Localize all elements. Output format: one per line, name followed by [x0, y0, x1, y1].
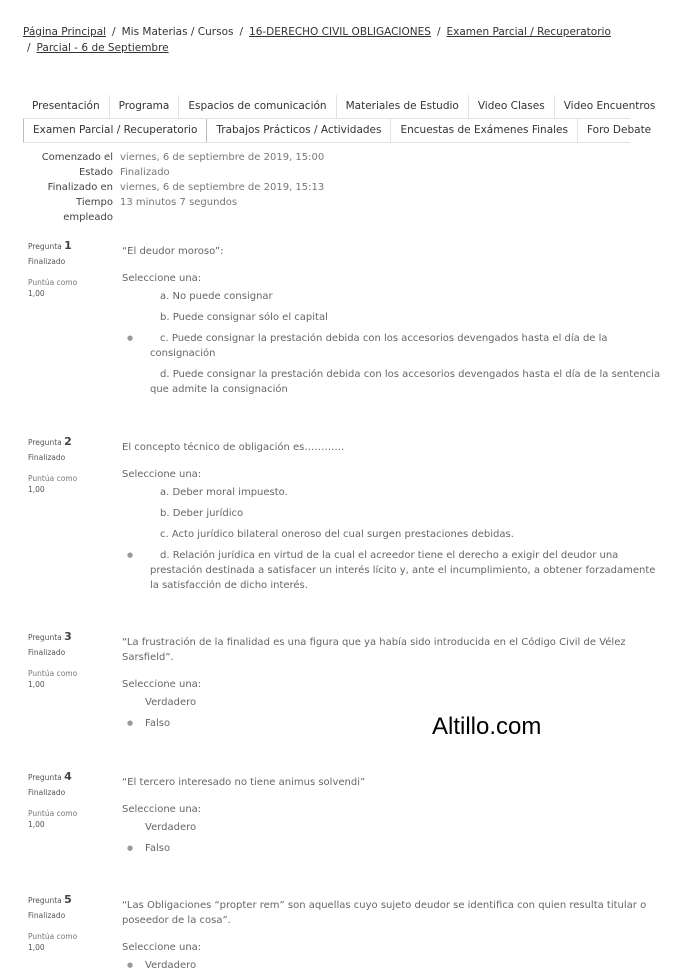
question-info	[28, 631, 96, 690]
select-prompt: Seleccione una:	[122, 273, 202, 284]
tab-materiales-estudio[interactable]: Materiales de Estudio	[337, 95, 469, 118]
question-state: Finalizado	[28, 453, 66, 462]
radio-selected-icon: ●	[127, 844, 134, 852]
select-prompt: Seleccione una:	[122, 679, 202, 690]
question-grade-label: Puntúa como	[28, 809, 78, 818]
tab-trabajos-practicos[interactable]: Trabajos Prácticos / Actividades	[207, 119, 391, 142]
tab-encuestas-examenes[interactable]: Encuestas de Exámenes Finales	[391, 119, 578, 142]
started-label: Comenzado el	[41, 152, 113, 163]
answer-option-selected[interactable]	[122, 548, 667, 593]
answer-text: Falso	[145, 843, 171, 854]
state-label: Estado	[78, 167, 113, 178]
question-content	[122, 440, 667, 599]
tab-examen-parcial[interactable]: Examen Parcial / Recuperatorio	[23, 119, 207, 142]
question-text: El concepto técnico de obligación es…………	[122, 442, 345, 453]
answer-option-selected[interactable]	[122, 958, 667, 973]
question-label: Pregunta	[28, 242, 62, 251]
finished-label: Finalizado en	[47, 182, 113, 193]
tab-presentacion[interactable]: Presentación	[23, 95, 110, 118]
tab-video-clases[interactable]: Video Clases	[469, 95, 555, 118]
question-grade-label: Puntúa como	[28, 932, 78, 941]
state-value: Finalizado	[120, 167, 170, 178]
question-info	[28, 240, 96, 299]
answer-text: b. Deber jurídico	[160, 508, 244, 519]
question-number: 2	[64, 435, 72, 448]
answer-option[interactable]	[122, 310, 667, 325]
tab-programa[interactable]: Programa	[110, 95, 180, 118]
answer-option-selected[interactable]	[122, 716, 667, 731]
question-info	[28, 436, 96, 495]
breadcrumb-course-link[interactable]: 16-DERECHO CIVIL OBLIGACIONES	[249, 26, 431, 38]
answer-text: Verdadero	[145, 697, 197, 708]
question-text: “El tercero interesado no tiene animus solvendi”	[122, 777, 366, 788]
question-content	[122, 244, 667, 403]
question-label: Pregunta	[28, 633, 62, 642]
question-state: Finalizado	[28, 788, 66, 797]
answer-option[interactable]	[122, 289, 667, 304]
select-prompt: Seleccione una:	[122, 942, 202, 953]
question-label: Pregunta	[28, 896, 62, 905]
finished-value: viernes, 6 de septiembre de 2019, 15:13	[120, 182, 325, 193]
question-number: 4	[64, 770, 72, 783]
attempt-summary	[28, 150, 428, 225]
question-grade-value: 1,00	[28, 289, 45, 298]
answer-option-selected[interactable]	[122, 841, 667, 856]
course-tabs	[23, 95, 656, 143]
breadcrumb-courses: Mis Materias / Cursos	[121, 26, 234, 38]
tab-row-1	[23, 95, 656, 119]
radio-selected-icon: ●	[127, 551, 134, 559]
question-info	[28, 771, 96, 830]
question-number: 1	[64, 239, 72, 252]
question-text: “La frustración de la finalidad es una figura que ya había sido introducida en el Código Civil de Vélez Sarsfield”.	[122, 637, 626, 663]
answer-option[interactable]	[122, 367, 667, 397]
time-value: 13 minutos 7 segundos	[120, 197, 238, 208]
question-grade-value: 1,00	[28, 485, 45, 494]
answer-text: d. Relación jurídica en virtud de la cual el acreedor tiene el derecho a exigir del deudor una prestación destinada a satisfacer un interés lícito y, ante el incumplimiento, a obtener forzadamente la satisfacción de dicho interés.	[150, 550, 656, 591]
radio-selected-icon: ●	[127, 334, 134, 342]
breadcrumb-home-link[interactable]: Página Principal	[23, 26, 107, 38]
question-number: 3	[64, 630, 72, 643]
answer-text: Verdadero	[145, 960, 197, 971]
answer-text: Falso	[145, 718, 171, 729]
question-label: Pregunta	[28, 438, 62, 447]
tab-row-2	[23, 119, 652, 143]
answer-option[interactable]	[122, 527, 667, 542]
question-state: Finalizado	[28, 257, 66, 266]
tab-espacios-comunicacion[interactable]: Espacios de comunicación	[179, 95, 336, 118]
question-grade-value: 1,00	[28, 820, 45, 829]
tab-video-encuentros[interactable]: Video Encuentros	[563, 100, 656, 112]
question-content	[122, 775, 667, 862]
select-prompt: Seleccione una:	[122, 469, 202, 480]
answer-option[interactable]	[122, 820, 667, 835]
time-label: Tiempo	[76, 197, 113, 208]
answer-option[interactable]	[122, 485, 667, 500]
answer-text: Verdadero	[145, 822, 197, 833]
answer-text: d. Puede consignar la prestación debida con los accesorios devengados hasta el día de la sentencia que admite la consignación	[150, 369, 661, 395]
watermark-text: Altillo.com	[432, 713, 542, 740]
question-grade-value: 1,00	[28, 943, 45, 952]
question-text: “El deudor moroso”:	[122, 246, 224, 257]
radio-selected-icon: ●	[127, 961, 134, 969]
question-grade-label: Puntúa como	[28, 278, 78, 287]
select-prompt: Seleccione una:	[122, 804, 202, 815]
question-text: “Las Obligaciones “propter rem” son aquellas cuyo sujeto deudor se identifica con quien resulta titular o poseedor de la cosa”.	[122, 900, 647, 926]
question-grade-label: Puntúa como	[28, 474, 78, 483]
answer-text: b. Puede consignar sólo el capital	[160, 312, 328, 323]
radio-selected-icon: ●	[127, 719, 134, 727]
answer-text: a. No puede consignar	[160, 291, 273, 302]
question-content	[122, 635, 667, 737]
answer-text: c. Acto jurídico bilateral oneroso del cual surgen prestaciones debidas.	[160, 529, 514, 540]
breadcrumb-current-link[interactable]: Parcial - 6 de Septiembre	[36, 42, 169, 54]
question-state: Finalizado	[28, 911, 66, 920]
answer-text: c. Puede consignar la prestación debida con los accesorios devengados hasta el día de la consignación	[150, 333, 608, 359]
question-info	[28, 894, 96, 953]
time-label-2: empleado	[63, 212, 113, 223]
breadcrumb-section-link[interactable]: Examen Parcial / Recuperatorio	[446, 26, 611, 38]
started-value: viernes, 6 de septiembre de 2019, 15:00	[120, 152, 325, 163]
question-content	[122, 898, 667, 979]
question-grade-value: 1,00	[28, 680, 45, 689]
question-grade-label: Puntúa como	[28, 669, 78, 678]
answer-option[interactable]	[122, 695, 667, 710]
question-label: Pregunta	[28, 773, 62, 782]
question-state: Finalizado	[28, 648, 66, 657]
answer-text: a. Deber moral impuesto.	[160, 487, 288, 498]
answer-option-selected[interactable]	[122, 331, 667, 361]
breadcrumb: Página Principal / Mis Materias / Cursos / 16-DERECHO CIVIL OBLIGACIONES / Examen Parcial / Recuperatorio / Parcial - 6 de Septiembre	[23, 26, 611, 54]
answer-option[interactable]	[122, 506, 667, 521]
question-number: 5	[64, 893, 72, 906]
tab-foro-debate[interactable]: Foro Debate	[586, 124, 652, 136]
